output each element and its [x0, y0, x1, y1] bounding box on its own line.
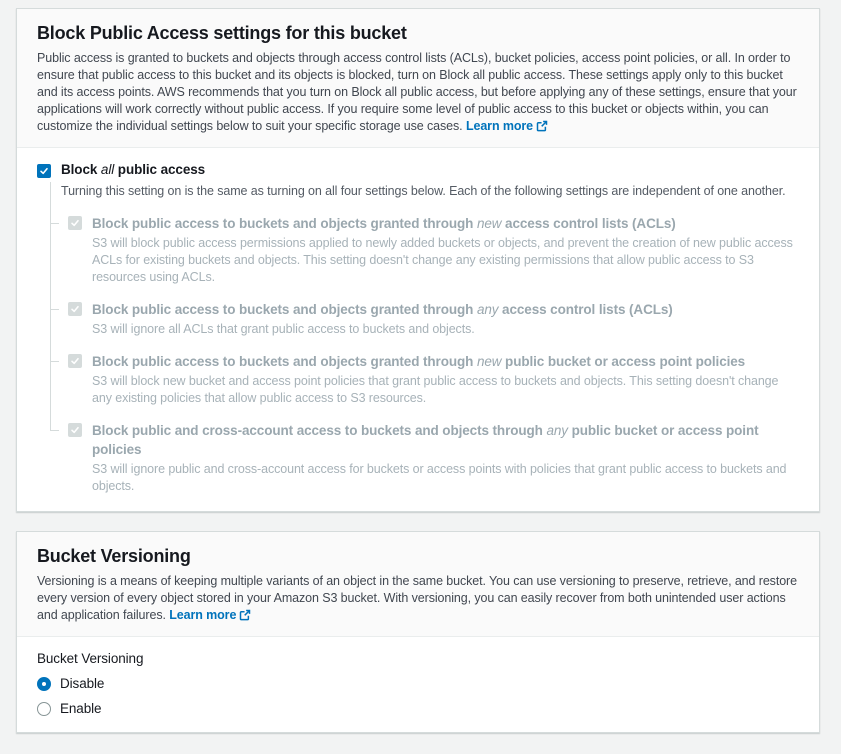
block-all-label[interactable]: Block all public access — [61, 162, 206, 177]
bpa-setting-row-any-acls — [37, 286, 799, 338]
bpa-setting-title: Block public access to buckets and objects granted through new public bucket or access point policies — [92, 354, 746, 369]
check-icon — [70, 218, 80, 228]
versioning-learn-more-link[interactable]: Learn more — [169, 608, 251, 622]
bpa-learn-more-link[interactable]: Learn more — [466, 119, 548, 133]
versioning-description-text: Versioning is a means of keeping multiple variants of an object in the same bucket. You can use versioning to preserve, retrieve, and restore every version of every object stored in your Amazon S3 bucket. With versioning, you can easily recover from both unintended user actions and application failures. — [37, 574, 797, 622]
bpa-setting-title: Block public and cross-account access to buckets and objects through any public bucket or access point policies — [92, 423, 759, 457]
bpa-setting-row-new-policies — [37, 338, 799, 407]
bpa-card-title: Block Public Access settings for this bucket — [37, 23, 407, 43]
versioning-card-header — [17, 532, 819, 637]
block-public-access-card — [16, 8, 820, 512]
versioning-card-title: Bucket Versioning — [37, 546, 191, 566]
check-icon — [70, 425, 80, 435]
bpa-card-body — [17, 148, 819, 511]
bpa-setting-checkbox-new-acls — [68, 216, 82, 230]
block-all-checkbox[interactable] — [37, 164, 51, 178]
bpa-setting-row-new-acls — [37, 200, 799, 286]
versioning-disable-label: Disable — [60, 676, 105, 691]
versioning-card-body — [17, 637, 819, 732]
bpa-setting-description: S3 will ignore all ACLs that grant public access to buckets and objects. — [92, 322, 475, 336]
block-all-description: Turning this setting on is the same as turning on all four settings below. Each of the following settings are independent of one another. — [37, 178, 799, 200]
bpa-setting-description: S3 will ignore public and cross-account access for buckets or access points with policies that grant public access to buckets and objects. — [92, 462, 787, 493]
bpa-card-header — [17, 9, 819, 148]
versioning-field-label: Bucket Versioning — [37, 651, 144, 666]
bpa-description-text: Public access is granted to buckets and objects through access control lists (ACLs), bucket policies, access point policies, or all. In order to ensure that public access to this bucket and its objects is blocked, turn on Block all public access. These settings apply only to this bucket and its access points. AWS recommends that you turn on Block all public access, but before applying any of these settings, ensure that your applications will work correctly without public access. If you require some level of public access to this bucket or objects within, you can customize the individual settings below to suit your specific storage use cases. — [37, 51, 797, 133]
bpa-setting-description: S3 will block new bucket and access point policies that grant public access to buckets and objects. This setting doesn't change any existing policies that allow public access to S3 resources. — [92, 374, 779, 405]
versioning-disable-option[interactable] — [37, 676, 799, 691]
check-icon — [70, 304, 80, 314]
radio-selected-icon[interactable] — [37, 677, 51, 691]
external-link-icon — [239, 609, 251, 621]
bpa-settings-tree — [37, 200, 799, 495]
block-all-row — [37, 162, 799, 178]
bpa-setting-checkbox-new-policies — [68, 354, 82, 368]
check-icon — [39, 166, 49, 176]
bpa-setting-description: S3 will block public access permissions applied to newly added buckets or objects, and prevent the creation of new public access ACLs for existing buckets and objects. This setting doesn't change any existing permissions that allow public access to S3 resources using ACLs. — [92, 236, 793, 284]
versioning-card-description — [37, 573, 799, 624]
bpa-setting-title: Block public access to buckets and objects granted through any access control lists (ACLs) — [92, 302, 673, 317]
bucket-versioning-card — [16, 531, 820, 733]
check-icon — [70, 356, 80, 366]
radio-unselected-icon[interactable] — [37, 702, 51, 716]
bpa-card-description — [37, 50, 799, 135]
versioning-enable-label: Enable — [60, 701, 102, 716]
bpa-setting-checkbox-any-policies — [68, 423, 82, 437]
external-link-icon — [536, 120, 548, 132]
bpa-setting-checkbox-any-acls — [68, 302, 82, 316]
bpa-setting-title: Block public access to buckets and objects granted through new access control lists (ACLs) — [92, 216, 676, 231]
bpa-setting-row-any-policies — [37, 407, 799, 495]
versioning-enable-option[interactable] — [37, 701, 799, 716]
